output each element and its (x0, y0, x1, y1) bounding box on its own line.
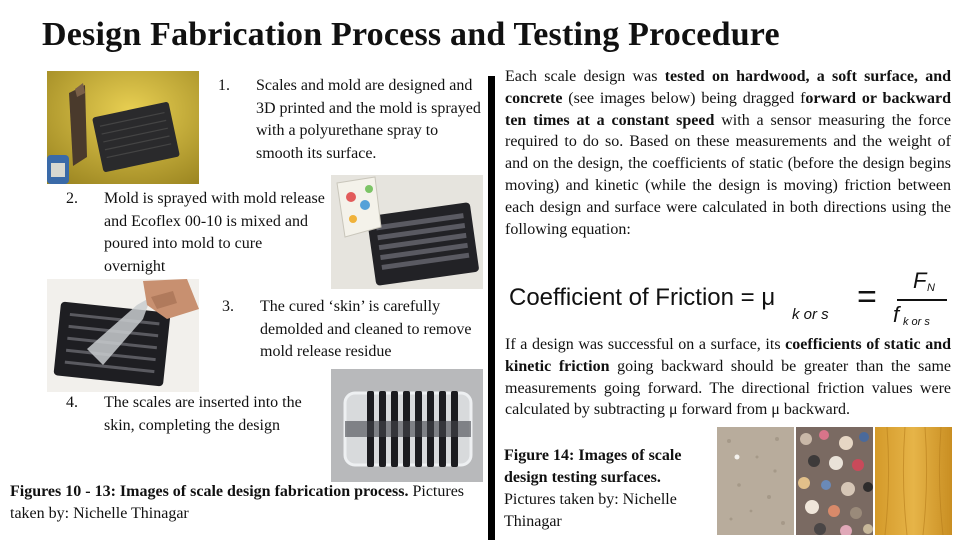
testing-p2-text-c: going backward should be greater than the same measurements going forward. The directional friction values were calculated by subtracting μ forward from μ backward. (505, 357, 951, 419)
soft-surface-photo (796, 427, 873, 535)
finished-design-photo (331, 369, 483, 482)
mold-spray-photo (47, 71, 199, 184)
testing-p1-text-a: Each scale design was (505, 68, 665, 85)
step-4 (66, 392, 328, 462)
concrete-surface-photo (717, 427, 794, 535)
equation-numerator-subscript: N (927, 282, 935, 294)
testing-p2-text-a: If a design was successful on a surface, its (505, 336, 786, 353)
equation-numerator: F (913, 268, 927, 293)
equation-fraction-bar (897, 299, 947, 301)
testing-p1-text-c: (see images below) being dragged f (562, 89, 806, 107)
testing-figure-caption (504, 445, 714, 533)
step-2-number: 2. (66, 190, 78, 207)
testing-p1-bold-surfaces: tested on hardwood, a soft surface, and concrete (505, 68, 952, 107)
fabrication-caption-bold: Figures 10 - 13: Images of scale design fabrication process. (10, 483, 409, 500)
testing-p2-bold-coefficients: coefficients of static and kinetic friction (505, 336, 951, 375)
step-3-number: 3. (222, 298, 234, 315)
equation-lhs-subscript: k or s (792, 306, 829, 323)
testing-paragraph-2 (505, 334, 951, 421)
testing-caption-bold: Figure 14: Images of scale design testing surfaces. (504, 447, 682, 486)
fabrication-caption-credit: Pictures taken by: Nichelle Thinagar (10, 483, 465, 522)
testing-caption-credit: Pictures taken by: Nichelle Thinagar (504, 491, 677, 530)
demolding-skin-photo (47, 279, 199, 392)
friction-equation (509, 268, 949, 332)
step-3-text: The cured ‘skin’ is carefully demolded and cleaned to remove mold release residue (260, 298, 472, 360)
step-2 (66, 188, 328, 278)
step-4-number: 4. (66, 394, 78, 411)
hardwood-surface-photo (875, 427, 952, 535)
equation-denominator-subscript: k or s (903, 316, 930, 328)
ecoflex-pour-photo (331, 175, 483, 289)
step-4-text: The scales are inserted into the skin, completing the design (104, 394, 302, 434)
equation-denominator: f (893, 302, 900, 327)
column-divider (488, 76, 495, 540)
testing-p1-text-e: with a sensor measuring the force required to do so. Based on these measurements and the weight of and on the design, the coefficients of static (before the design begins moving) and kinetic (while the design is moving) friction between each design and surface were calculated in both directions using the following equation: (505, 111, 952, 238)
step-1-text: Scales and mold are designed and 3D printed and the mold is sprayed with a polyurethane spray to smooth its surface. (256, 77, 481, 162)
step-2-text: Mold is sprayed with mold release and Ecoflex 00-10 is mixed and poured into mold to cure overnight (104, 190, 325, 275)
testing-paragraph-1 (505, 66, 951, 240)
testing-p1-bold-motion: orward or backward ten times at a constant speed (505, 89, 952, 129)
equation-lhs: Coefficient of Friction = μ (509, 284, 776, 311)
equation-equals: = (857, 278, 877, 316)
step-1-number: 1. (218, 77, 230, 94)
step-1 (218, 75, 488, 165)
fabrication-figure-caption (10, 481, 480, 525)
page-title: Design Fabrication Process and Testing Procedure (42, 16, 780, 53)
